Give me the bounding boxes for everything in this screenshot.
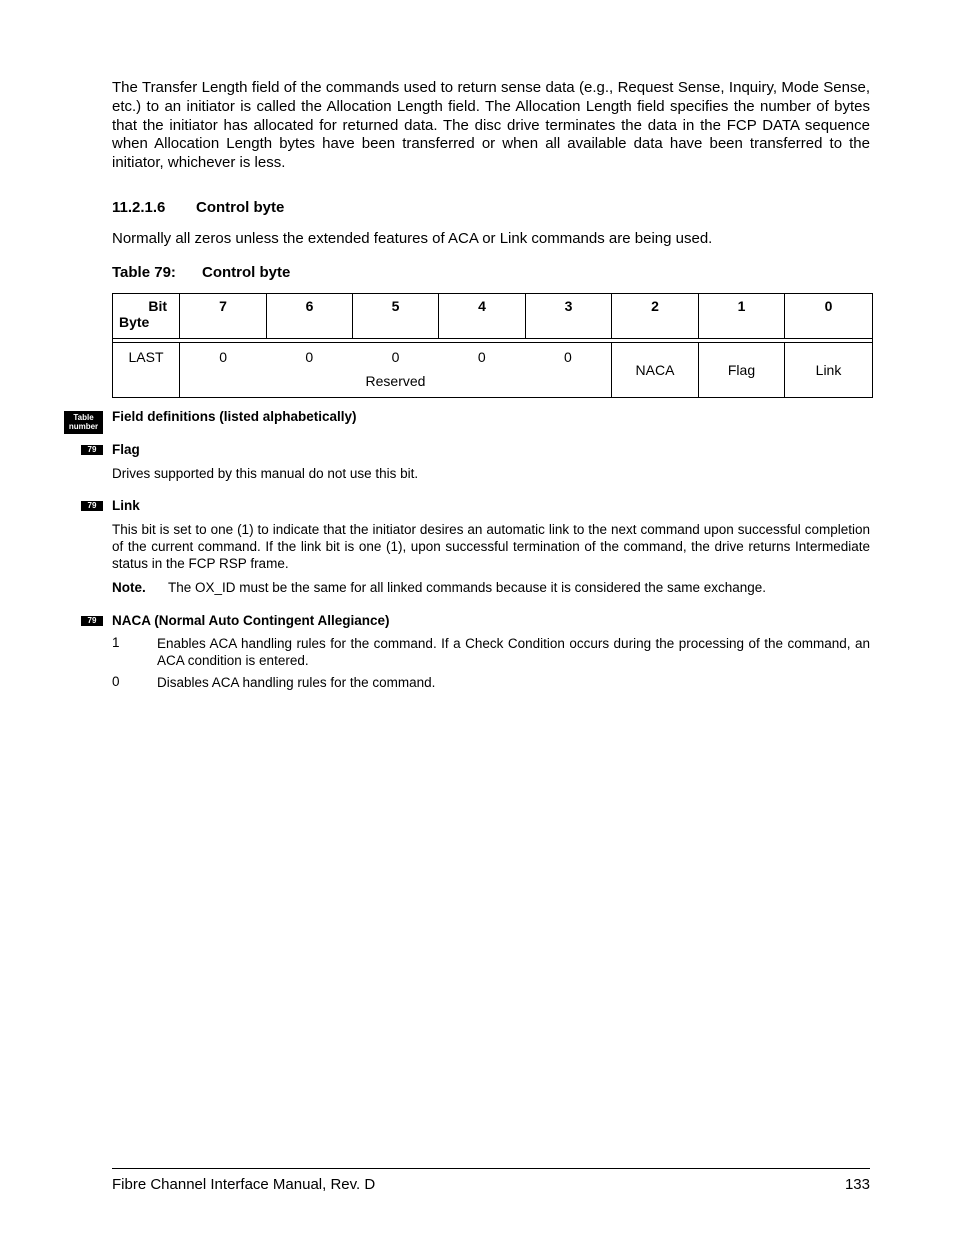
flag-field-text: Drives supported by this manual do not use this bit. [112,466,419,481]
section-number: 11.2.1.6 [112,199,166,216]
link-cell: Link [785,343,873,398]
section-title: Control byte [196,199,285,216]
reserved-bit-value: 0 [391,349,400,365]
badge-line-2: number [68,422,99,431]
list-item-text: Disables ACA handling rules for the command. [157,675,436,690]
flag-cell: Flag [699,343,785,398]
list-item-text: Enables ACA handling rules for the command. If a Check Condition occurs during the processing of the command, an ACA condition is entered. [157,636,870,668]
link-field-title: Link [112,498,140,513]
table-header-row [113,294,873,339]
link-field-text: This bit is set to one (1) to indicate that the initiator desires an automatic link to the next command upon successful completion of the current command. If the link bit is one (1), upon successful termination of the command, the drive returns Intermediate status in the FCP RSP frame. [112,522,870,571]
bit-header-7: 7 [180,294,267,339]
list-item-number: 0 [112,674,120,689]
bit-header-4: 4 [439,294,526,339]
table-corner-cell [113,294,180,339]
table-row [113,343,873,398]
reserved-field-cell [180,343,612,398]
control-byte-table [112,293,873,398]
table-ref-badge-flag: 79 [81,445,103,455]
reserved-bit-value: 0 [477,349,486,365]
note-text: The OX_ID must be the same for all linked commands because it is considered the same exchange. [168,580,767,595]
reserved-bit-value: 0 [305,349,314,365]
corner-bit-label: Bit [148,298,167,314]
bit-header-0: 0 [785,294,873,339]
footer-rule [112,1168,870,1169]
note-label: Note. [112,580,146,595]
intro-paragraph: The Transfer Length field of the commands used to return sense data (e.g., Request Sense, Inquiry, Mode Sense, etc.) to an initiator is called the Allocation Length field. The Allocation Length field specifies the number of bytes that the initiator has allocated for returned data. The disc drive terminates the data in the FCP DATA sequence when Allocation Length bytes have been transferred or when all available data have been transferred to the initiator, whichever is less. [112,79,870,172]
bit-header-1: 1 [699,294,785,339]
page-number: 133 [844,1176,870,1193]
table-ref-badge-link: 79 [81,501,103,511]
section-text: Normally all zeros unless the extended features of ACA or Link commands are being used. [112,230,713,247]
footer-title: Fibre Channel Interface Manual, Rev. D [112,1176,376,1193]
corner-byte-label: Byte [119,314,150,330]
list-item-number: 1 [112,635,120,650]
flag-field-title: Flag [112,442,140,457]
table-title: Control byte [202,264,291,281]
bit-header-2: 2 [612,294,699,339]
badge-line-1: Table [73,413,94,422]
table-label: Table 79: [112,264,176,281]
table-ref-badge-naca: 79 [81,616,103,626]
bit-header-6: 6 [267,294,353,339]
field-definitions-heading: Field definitions (listed alphabetically) [112,409,357,424]
naca-cell: NACA [612,343,699,398]
reserved-label: Reserved [365,373,426,389]
bit-header-5: 5 [353,294,439,339]
row-label-last: LAST [113,343,180,398]
reserved-bit-value: 0 [219,349,227,365]
naca-field-title: NACA (Normal Auto Contingent Allegiance) [112,613,390,628]
reserved-bit-value: 0 [564,349,572,365]
table-number-badge [64,411,103,434]
bit-header-3: 3 [526,294,612,339]
